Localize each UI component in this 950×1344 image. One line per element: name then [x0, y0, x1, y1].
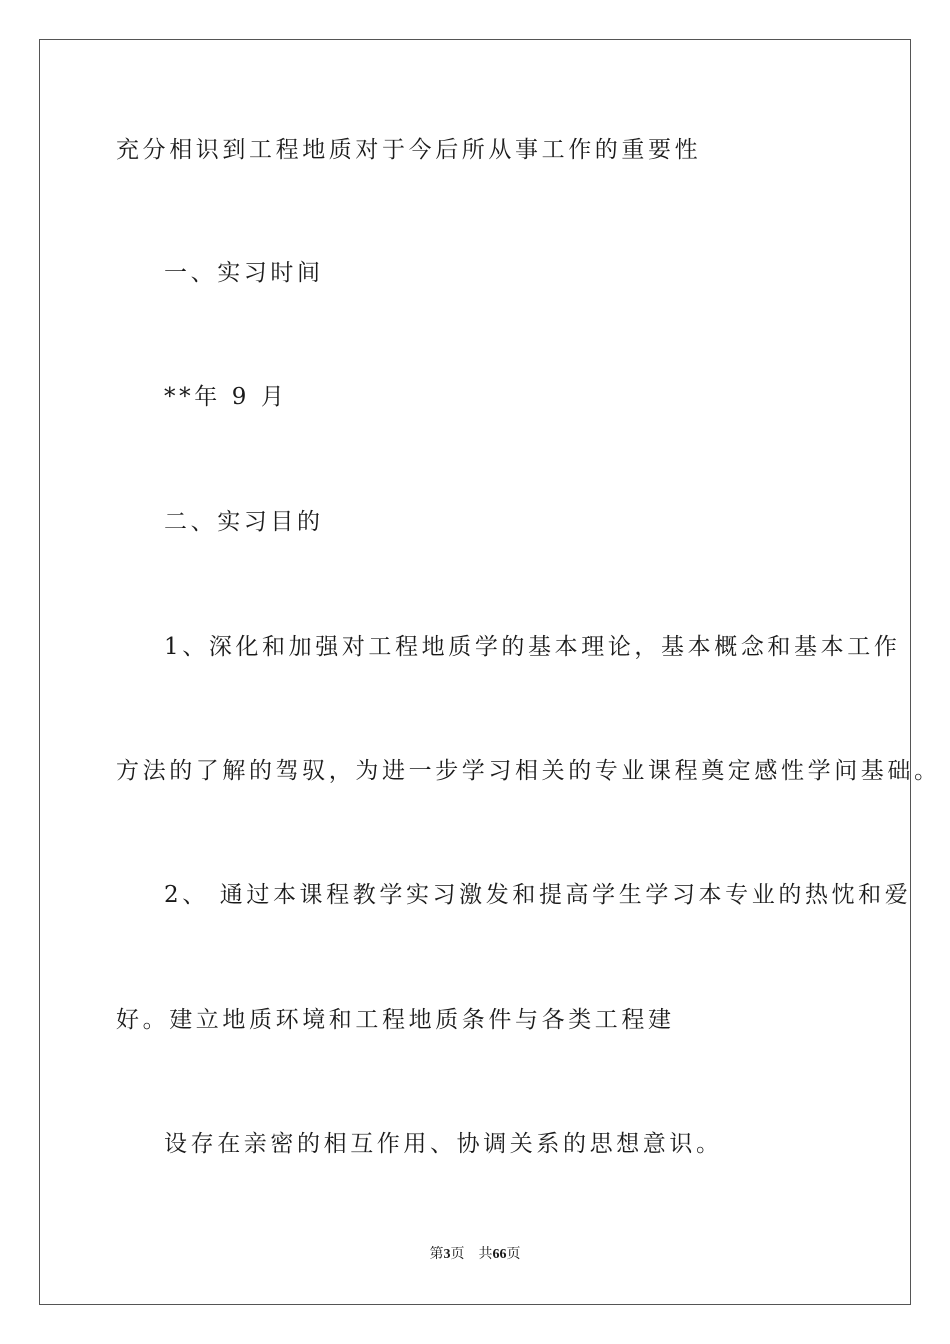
footer-total-suffix: 页	[506, 1247, 521, 1262]
footer-total-prefix: 共	[478, 1247, 493, 1262]
footer-page-number: 3	[443, 1247, 451, 1262]
page-footer	[0, 1248, 950, 1262]
section-heading-internship-time: 一、实习时间	[164, 260, 324, 286]
footer-page-suffix: 页	[450, 1247, 465, 1262]
internship-date: **年 9 月	[164, 384, 288, 410]
paragraph-line-1: 充分相识到工程地质对于今后所从事工作的重要性	[116, 137, 702, 163]
footer-total-pages: 66	[492, 1247, 507, 1262]
section-heading-internship-purpose: 二、实习目的	[164, 509, 324, 535]
purpose-item-1-line-1: 1、深化和加强对工程地质学的基本理论，基本概念和基本工作	[164, 634, 901, 660]
purpose-item-2-line-3: 设存在亲密的相互作用、协调关系的思想意识。	[164, 1131, 723, 1157]
footer-page-prefix: 第	[429, 1247, 444, 1262]
purpose-item-2-line-1: 2、 通过本课程教学实习激发和提高学生学习本专业的热忱和爱	[164, 882, 912, 908]
page-border	[39, 39, 911, 1305]
purpose-item-1-line-2: 方法的了解的驾驭，为进一步学习相关的专业课程奠定感性学问基础。	[116, 758, 941, 784]
purpose-item-2-line-2: 好。建立地质环境和工程地质条件与各类工程建	[116, 1007, 675, 1033]
